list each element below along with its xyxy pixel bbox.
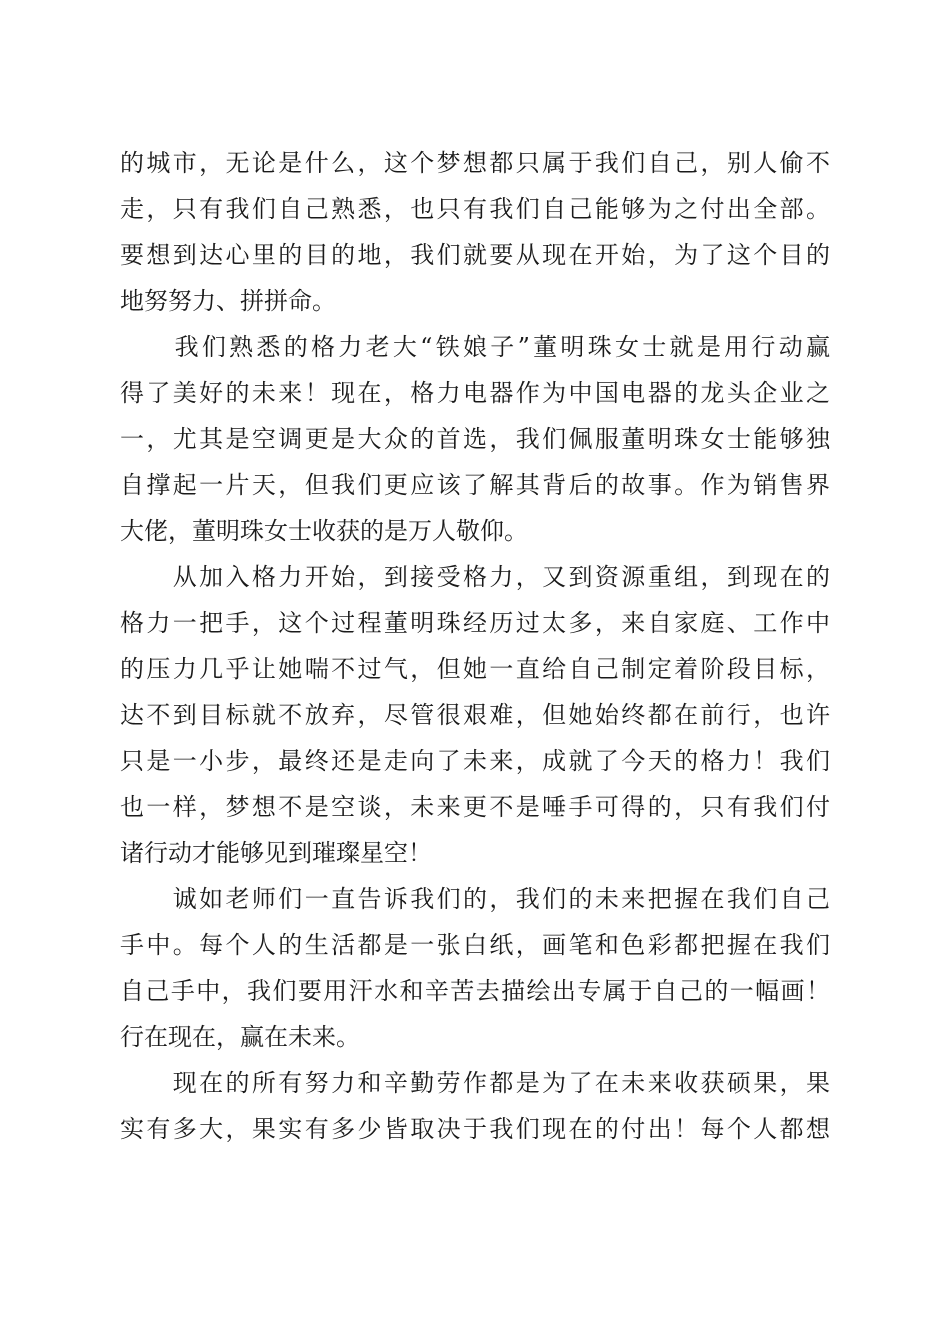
text-line: 格力一把手，这个过程董明珠经历过太多，来自家庭、工作中 (120, 609, 830, 637)
text-line: 要想到达心里的目的地，我们就要从现在开始，为了这个目的 (120, 241, 830, 269)
text-line: 实有多大，果实有多少皆取决于我们现在的付出！每个人都想 (120, 1115, 830, 1143)
text-line: 的城市，无论是什么，这个梦想都只属于我们自己，别人偷不 (120, 149, 830, 177)
text-line: 只是一小步，最终还是走向了未来，成就了今天的格力！我们 (120, 747, 830, 775)
text-line: 现在的所有努力和辛勤劳作都是为了在未来收获硕果，果 (120, 1069, 830, 1097)
text-line: 一，尤其是空调更是大众的首选，我们佩服董明珠女士能够独 (120, 425, 830, 453)
text-line: 也一样，梦想不是空谈，未来更不是唾手可得的，只有我们付 (120, 793, 830, 821)
text-line: 行在现在，赢在未来。 (120, 1023, 360, 1051)
body-text (120, 140, 830, 1152)
text-line: 诚如老师们一直告诉我们的，我们的未来把握在我们自己 (120, 885, 830, 913)
text-line: 诸行动才能够见到璀璨星空！ (120, 839, 432, 867)
text-line: 达不到目标就不放弃，尽管很艰难，但她始终都在前行，也许 (120, 701, 830, 729)
text-line: 从加入格力开始，到接受格力，又到资源重组，到现在的 (120, 563, 830, 591)
text-line: 地努努力、拼拼命。 (120, 287, 336, 315)
text-line: 我们熟悉的格力老大“铁娘子”董明珠女士就是用行动赢 (120, 333, 830, 361)
text-line: 的压力几乎让她喘不过气，但她一直给自己制定着阶段目标， (120, 655, 830, 683)
text-line: 自己手中，我们要用汗水和辛苦去描绘出专属于自己的一幅画！ (120, 977, 830, 1005)
text-line: 自撑起一片天，但我们更应该了解其背后的故事。作为销售界 (120, 471, 830, 499)
text-line: 走，只有我们自己熟悉，也只有我们自己能够为之付出全部。 (120, 195, 830, 223)
text-line: 手中。每个人的生活都是一张白纸，画笔和色彩都把握在我们 (120, 931, 830, 959)
text-line: 得了美好的未来！现在，格力电器作为中国电器的龙头企业之 (120, 379, 830, 407)
text-line: 大佬，董明珠女士收获的是万人敬仰。 (120, 517, 528, 545)
